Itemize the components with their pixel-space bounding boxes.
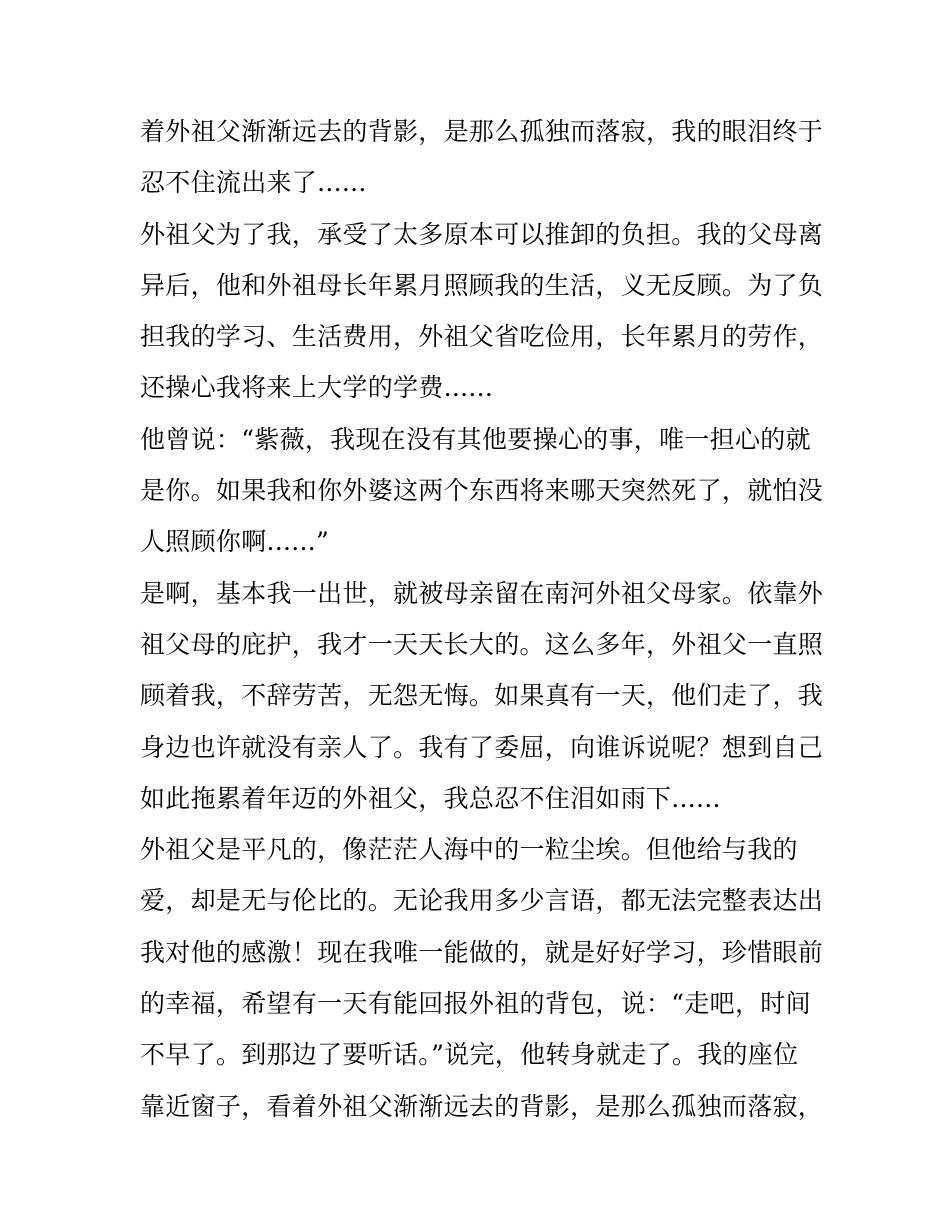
text-line: 身边也许就没有亲人了。我有了委屈，向谁诉说呢？想到自己	[140, 732, 824, 762]
text-line: 是啊，基本我一出世，就被母亲留在南河外祖父母家。依靠外	[140, 578, 824, 608]
text-line: 他曾说：“紫薇，我现在没有其他要操心的事，唯一担心的就	[140, 424, 811, 454]
text-line: 祖父母的庇护，我才一天天长大的。这么多年，外祖父一直照	[140, 629, 824, 659]
text-line: 忍不住流出来了......	[140, 168, 367, 198]
text-line: 担我的学习、生活费用，外祖父省吃俭用，长年累月的劳作，	[140, 322, 824, 352]
text-line: 不早了。到那边了要听话。”说完，他转身就走了。我的座位	[140, 1040, 799, 1070]
text-line: 着外祖父渐渐远去的背影，是那么孤独而落寂，我的眼泪终于	[140, 117, 824, 146]
text-line: 外祖父是平凡的，像茫茫人海中的一粒尘埃。但他给与我的	[140, 835, 798, 865]
text-line: 异后，他和外祖母长年累月照顾我的生活，义无反顾。为了负	[140, 270, 824, 300]
document-body-text	[140, 106, 830, 1132]
text-line: 还操心我将来上大学的学费......	[140, 373, 494, 403]
text-line: 靠近窗子，看着外祖父渐渐远去的背影，是那么孤独而落寂，	[140, 1091, 824, 1121]
text-line: 如此拖累着年迈的外祖父，我总忍不住泪如雨下......	[140, 783, 721, 813]
text-line: 人照顾你啊......”	[140, 527, 330, 557]
text-line: 爱，却是无与伦比的。无论我用多少言语，都无法完整表达出	[140, 886, 824, 916]
text-line: 顾着我，不辞劳苦，无怨无悔。如果真有一天，他们走了，我	[140, 681, 824, 711]
text-line: 我对他的感激！现在我唯一能做的，就是好好学习，珍惜眼前	[140, 937, 824, 967]
text-line: 的幸福，希望有一天有能回报外祖的背包，说：“走吧，时间	[140, 989, 811, 1019]
text-line: 外祖父为了我，承受了太多原本可以推卸的负担。我的父母离	[140, 219, 824, 249]
text-line: 是你。如果我和你外婆这两个东西将来哪天突然死了，就怕没	[140, 476, 824, 506]
